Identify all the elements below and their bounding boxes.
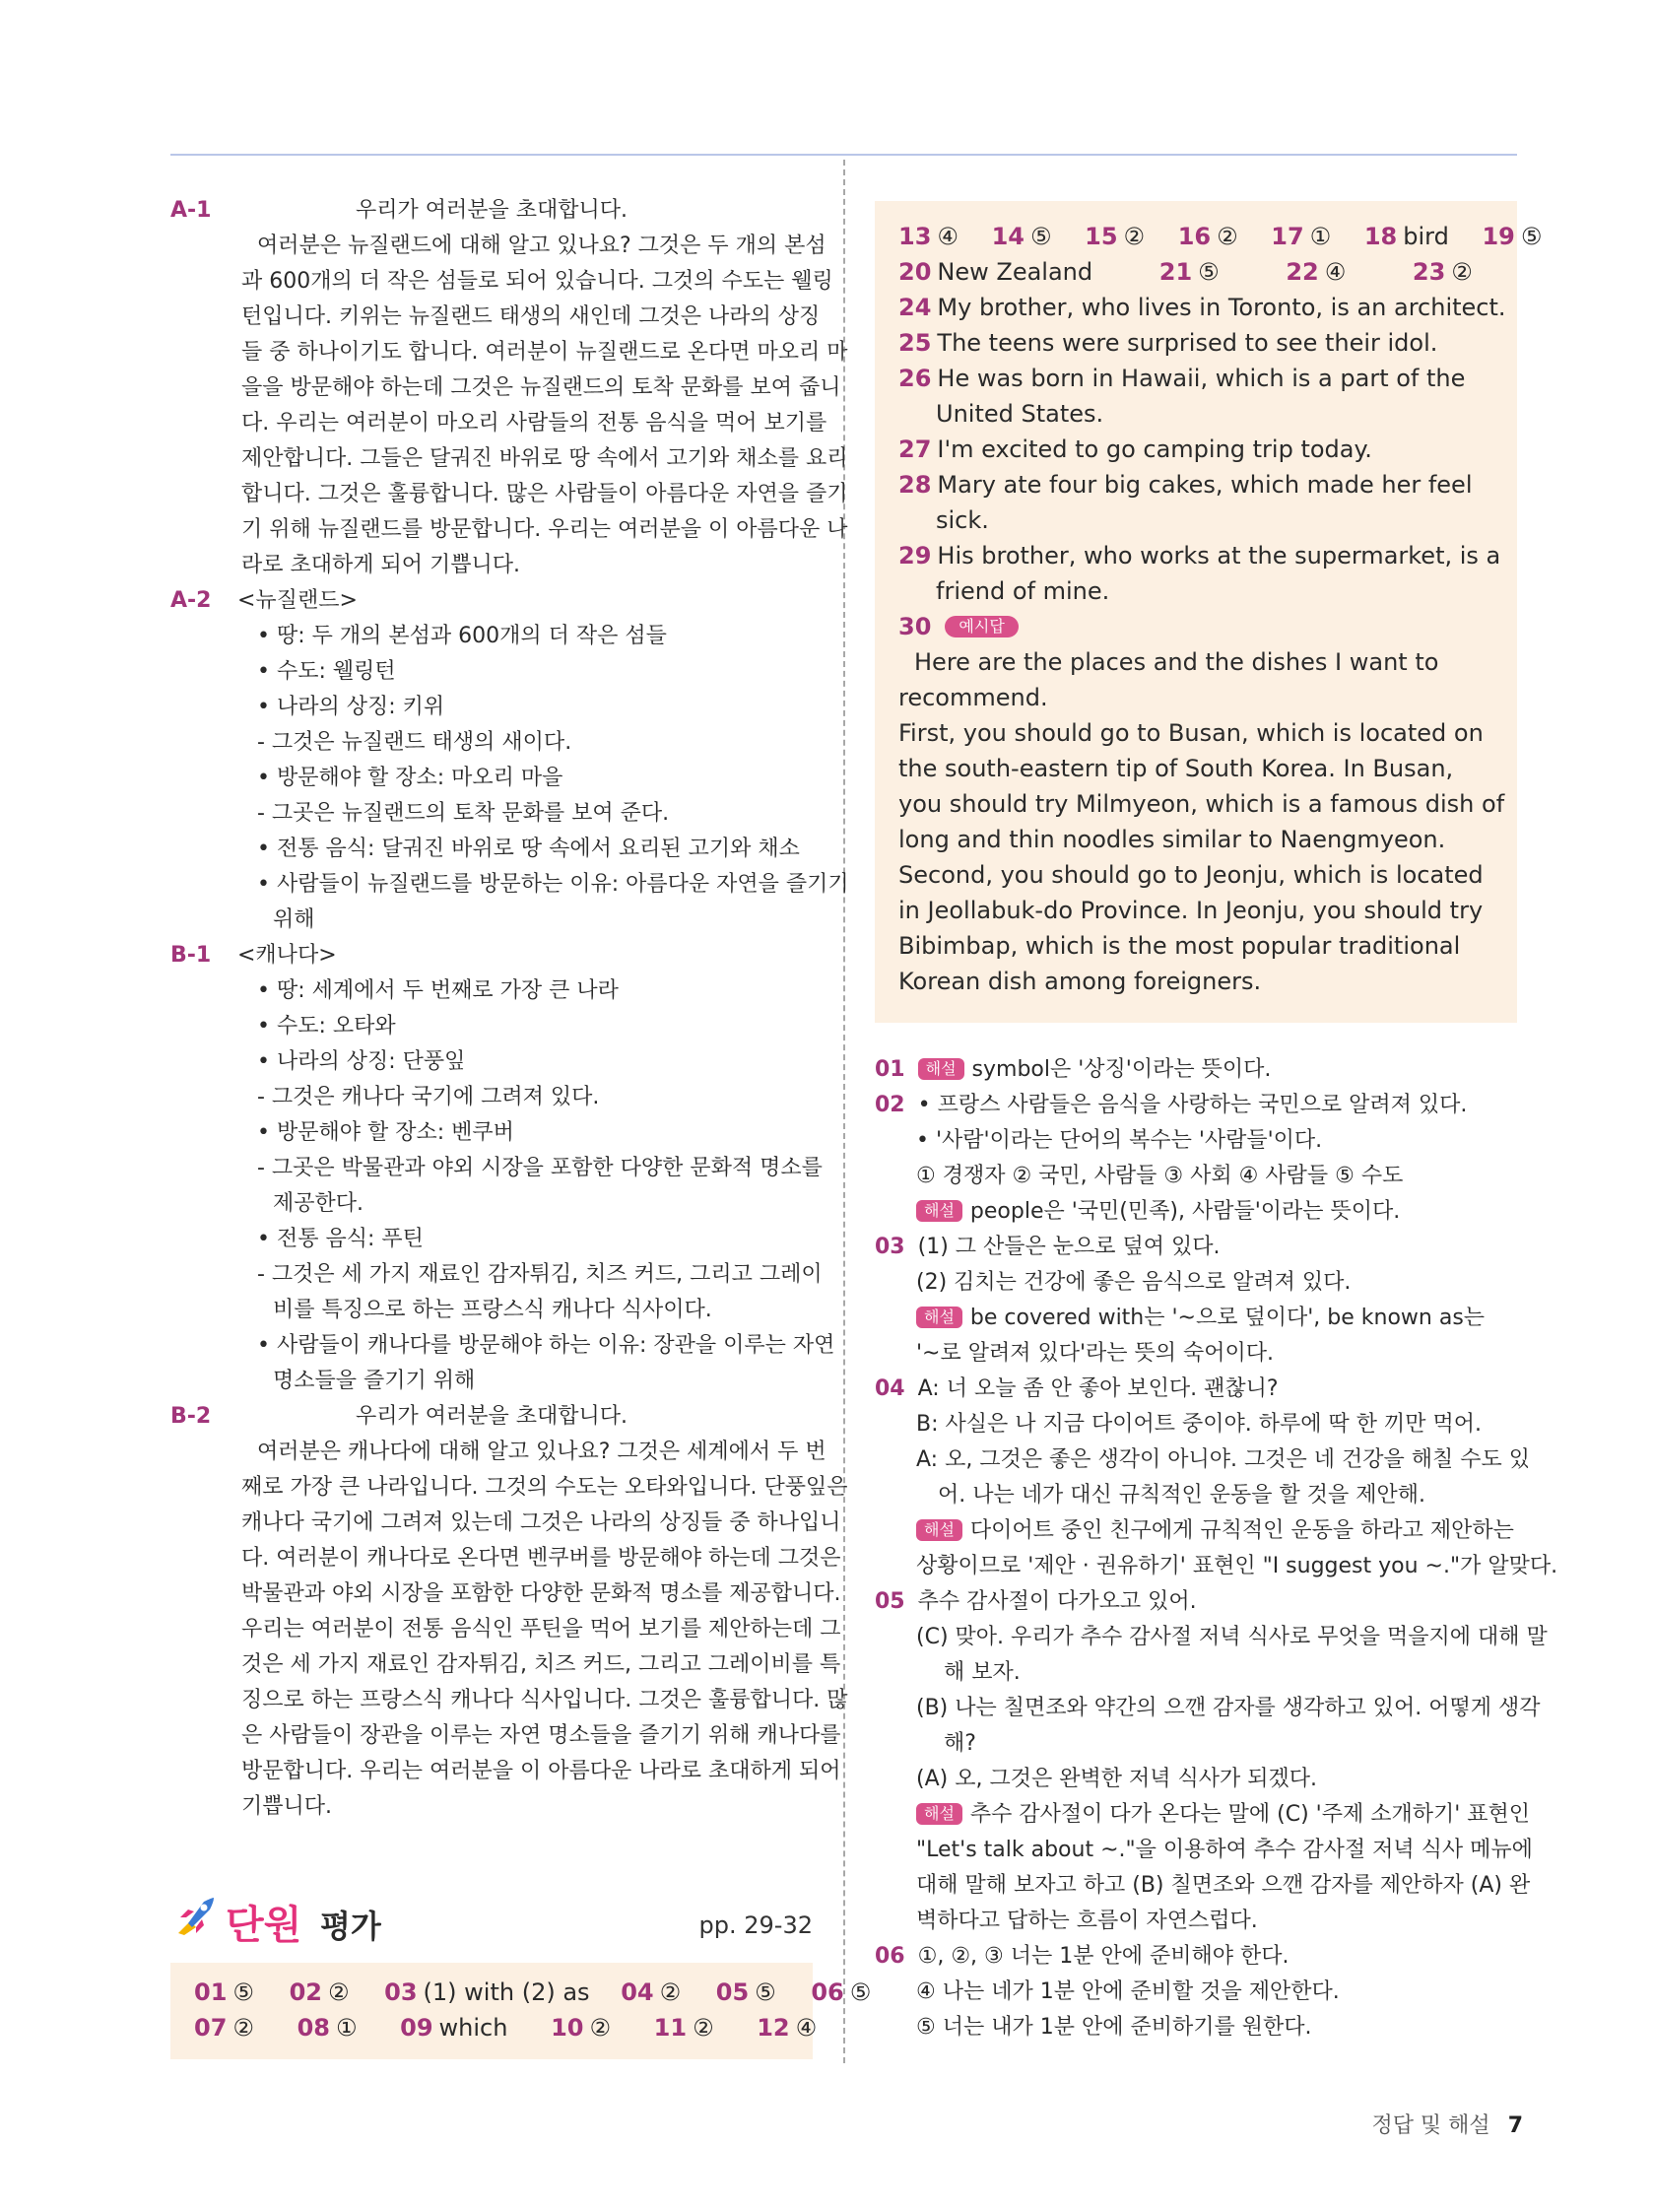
answer-number: 20 xyxy=(898,258,932,286)
example-answer-badge: 예시답 xyxy=(945,616,1018,637)
answer-30-line: Here are the places and the dishes I want to xyxy=(914,648,1439,676)
explain-number: 06 xyxy=(875,1944,905,1969)
explain-number: 04 xyxy=(875,1376,905,1401)
a2-item: • 나라의 상징: 키위 xyxy=(257,695,445,719)
explain-02-note xyxy=(875,1194,1517,1230)
b1-label: B-1 xyxy=(170,943,212,968)
b2-line: 우리는 여러분이 전통 음식인 푸틴을 먹어 보기를 제안하는데 그 xyxy=(241,1617,841,1642)
answer-28 xyxy=(898,467,1499,503)
answer-text: His brother, who works at the supermarket, is a xyxy=(937,542,1501,570)
explain-number: 02 xyxy=(875,1093,905,1117)
answer-30-line: you should try Milmyeon, which is a famous dish of xyxy=(898,790,1505,818)
explanations xyxy=(875,1052,1558,2045)
answer-value: ④ xyxy=(937,223,959,250)
answer-value: bird xyxy=(1403,223,1449,250)
answer-number: 25 xyxy=(898,329,932,357)
answer-number: 01 xyxy=(194,1978,228,2006)
left-column xyxy=(170,193,849,1825)
b2-title: 우리가 여러분을 초대합니다. xyxy=(355,1404,628,1429)
b1-item: • 전통 음식: 푸틴 xyxy=(257,1227,424,1251)
b2-line: 박물관과 야외 시장을 포함한 다양한 문화적 명소를 제공합니다. xyxy=(241,1581,841,1606)
answer-text: Mary ate four big cakes, which made her feel xyxy=(937,471,1473,499)
answer-number: 17 xyxy=(1271,223,1304,250)
explain-text: A: 너 오늘 좀 안 좋아 보인다. 괜찮니? xyxy=(917,1376,1279,1401)
a1-title: 우리가 여러분을 초대합니다. xyxy=(355,198,628,223)
a2-item: • 수도: 웰링턴 xyxy=(257,659,396,684)
explain-text: (1) 그 산들은 눈으로 덮여 있다. xyxy=(917,1235,1221,1259)
answer-value: New Zealand xyxy=(937,258,1093,286)
a2-item: • 전통 음식: 달궈진 바위로 땅 속에서 요리된 고기와 채소 xyxy=(257,837,800,861)
explain-text: ①, ②, ③ 너는 1분 안에 준비해야 한다. xyxy=(917,1944,1289,1969)
explain-text: 다이어트 중인 친구에게 규칙적인 운동을 하라고 제안하는 xyxy=(969,1518,1514,1543)
explain-01 xyxy=(875,1052,1517,1088)
answer-30-line: long and thin noodles similar to Naengmyeon. xyxy=(898,826,1446,853)
summary-answer-box xyxy=(170,1963,872,2059)
a1-line: 여러분은 뉴질랜드에 대해 알고 있나요? 그것은 두 개의 본섬 xyxy=(257,234,826,258)
answer-28-cont: sick. xyxy=(936,506,989,534)
answer-26 xyxy=(898,361,1499,396)
a2-label: A-2 xyxy=(170,588,212,613)
answer-29 xyxy=(898,538,1499,573)
b2-label: B-2 xyxy=(170,1404,212,1429)
b1-item: - 그것은 캐나다 국기에 그려져 있다. xyxy=(257,1085,600,1109)
answer-value: ② xyxy=(232,2014,254,2042)
page-footer xyxy=(1371,2109,1523,2139)
a1-line: 들 중 하나이기도 합니다. 여러분이 뉴질랜드로 온다면 마오리 마 xyxy=(241,340,848,365)
answer-value: ② xyxy=(589,2014,612,2042)
answer-value: ② xyxy=(1217,223,1238,250)
answer-number: 29 xyxy=(898,542,932,570)
answer-number: 27 xyxy=(898,436,932,463)
answer-number: 23 xyxy=(1412,258,1446,286)
answer-number: 10 xyxy=(551,2014,584,2042)
a2-item: - 그곳은 뉴질랜드의 토착 문화를 보여 준다. xyxy=(257,801,670,826)
footer-label: 정답 및 해설 xyxy=(1371,2113,1490,2138)
answer-value: ⑤ xyxy=(232,1978,254,2006)
answer-value: ⑤ xyxy=(755,1978,776,2006)
answer-row-1 xyxy=(898,219,1543,254)
answer-number: 19 xyxy=(1482,223,1515,250)
explain-04-note xyxy=(875,1513,1517,1549)
answer-number: 14 xyxy=(991,223,1025,250)
answer-number: 07 xyxy=(194,2014,228,2042)
b2-line: 캐나다 국기에 그려져 있는데 그것은 나라의 상징들 중 하나입니 xyxy=(241,1510,841,1535)
answer-number: 12 xyxy=(757,2014,790,2042)
answer-value: ② xyxy=(693,2014,714,2042)
answer-24 xyxy=(898,290,1506,325)
explain-text: be covered with는 '~으로 덮이다', be known as는 xyxy=(969,1306,1486,1330)
answer-number: 16 xyxy=(1177,223,1212,250)
answer-30-line: recommend. xyxy=(898,684,1048,711)
answer-26-cont: United States. xyxy=(936,400,1104,428)
page-number: 7 xyxy=(1507,2113,1523,2138)
answer-value: which xyxy=(438,2014,508,2042)
rocket-icon xyxy=(170,1892,220,1945)
answer-row-2 xyxy=(898,254,1499,290)
answer-30-line: Bibimbap, which is the most popular traditional xyxy=(898,932,1461,960)
answer-27 xyxy=(898,432,1499,467)
b2-line: 여러분은 캐나다에 대해 알고 있나요? 그것은 세계에서 두 번 xyxy=(257,1440,826,1464)
explain-03-note xyxy=(875,1301,1517,1336)
b1-row xyxy=(170,938,813,973)
answer-30-line: in Jeollabuk-do Province. In Jeonju, you should try xyxy=(898,897,1484,924)
explain-text: 추수 감사절이 다가 온다는 말에 (C) '주제 소개하기' 표현인 xyxy=(969,1802,1531,1827)
explain-text: B: 사실은 나 지금 다이어트 중이야. 하루에 딱 한 끼만 먹어. xyxy=(916,1412,1482,1437)
answer-30-line: the south-eastern tip of South Korea. In Busan, xyxy=(898,755,1454,782)
answer-30-line: Korean dish among foreigners. xyxy=(898,968,1262,995)
explain-text: "Let's talk about ~."을 이용하여 추수 감사절 저녁 식사 메뉴에 xyxy=(916,1838,1533,1862)
answer-number: 06 xyxy=(811,1978,844,2006)
explain-03 xyxy=(875,1230,1517,1265)
explain-text: 상황이므로 '제안 · 권유하기' 표현인 "I suggest you ~."가 알맞다. xyxy=(916,1554,1558,1578)
b2-line: 징으로 하는 프랑스식 캐나다 식사입니다. 그것은 훌륭합니다. 많 xyxy=(241,1688,848,1712)
a1-row xyxy=(170,193,813,229)
answer-value: ④ xyxy=(1324,258,1347,286)
explain-number: 01 xyxy=(875,1057,905,1082)
summary-row-1 xyxy=(170,1975,872,2010)
b1-item: • 방문해야 할 장소: 벤쿠버 xyxy=(257,1120,514,1145)
explain-number: 05 xyxy=(875,1589,905,1614)
b1-item: • 땅: 세계에서 두 번째로 가장 큰 나라 xyxy=(257,978,619,1003)
unit-title-sub: 평가 xyxy=(320,1908,381,1945)
b1-item: - 그곳은 박물관과 야외 시장을 포함한 다양한 문화적 명소를 xyxy=(257,1156,823,1180)
explain-text: A: 오, 그것은 좋은 생각이 아니야. 그것은 네 건강을 해칠 수도 있 xyxy=(916,1447,1531,1472)
unit-assessment-header xyxy=(170,1892,813,1951)
answer-value: ⑤ xyxy=(1520,223,1543,250)
answer-value: (1) with (2) as xyxy=(423,1978,590,2006)
a2-heading: <뉴질랜드> xyxy=(237,588,358,613)
answer-number: 08 xyxy=(297,2014,330,2042)
answer-box-content xyxy=(898,219,1543,999)
answer-number: 05 xyxy=(715,1978,750,2006)
answer-value: ④ xyxy=(795,2014,818,2042)
explain-02 xyxy=(875,1088,1517,1123)
explain-number: 03 xyxy=(875,1235,905,1259)
answer-value: ② xyxy=(1123,223,1146,250)
b1-item: • 나라의 상징: 단풍잎 xyxy=(257,1049,466,1074)
answer-text: My brother, who lives in Toronto, is an architect. xyxy=(937,294,1506,321)
unit-title-main: 단원 xyxy=(226,1903,302,1948)
b1-item: • 사람들이 캐나다를 방문해야 하는 이유: 장관을 이루는 자연 xyxy=(257,1333,835,1358)
answer-number: 13 xyxy=(898,223,932,250)
answer-30-line: Second, you should go to Jeonju, which is located xyxy=(898,861,1484,889)
a2-item: • 방문해야 할 장소: 마오리 마을 xyxy=(257,766,563,790)
b2-line: 것은 세 가지 재료인 감자튀김, 치즈 커드, 그리고 그레이비를 특 xyxy=(241,1652,841,1677)
explain-text: 추수 감사절이 다가오고 있어. xyxy=(917,1589,1197,1614)
a1-line: 과 600개의 더 작은 섬들로 되어 있습니다. 그것의 수도는 웰링 xyxy=(241,269,833,294)
explain-text: symbol은 '상징'이라는 뜻이다. xyxy=(971,1057,1272,1082)
explain-text: ④ 나는 네가 1분 안에 준비할 것을 제안한다. xyxy=(916,1979,1340,2004)
explain-badge: 해설 xyxy=(918,1058,964,1080)
answer-number: 03 xyxy=(384,1978,418,2006)
a1-line: 다. 우리는 여러분이 마오리 사람들의 전통 음식을 먹어 보기를 xyxy=(241,411,827,436)
b2-line: 은 사람들이 장관을 이루는 자연 명소들을 즐기기 위해 캐나다를 xyxy=(241,1723,841,1748)
a2-item: 위해 xyxy=(273,907,315,932)
answer-value: ⑤ xyxy=(1029,223,1052,250)
summary-row-2 xyxy=(170,2010,818,2045)
a2-item: • 땅: 두 개의 본섬과 600개의 더 작은 섬들 xyxy=(257,624,667,648)
a1-line: 제안합니다. 그들은 달궈진 바위로 땅 속에서 고기와 채소를 요리 xyxy=(241,446,848,471)
b2-line: 째로 가장 큰 나라입니다. 그것의 수도는 오타와입니다. 단풍잎은 xyxy=(241,1475,848,1500)
answer-number: 22 xyxy=(1286,258,1319,286)
explain-badge: 해설 xyxy=(916,1307,962,1328)
explain-05 xyxy=(875,1584,1517,1620)
explain-text: '~로 알려져 있다'라는 뜻의 숙어이다. xyxy=(916,1341,1275,1366)
b1-item: 제공한다. xyxy=(273,1191,364,1216)
explain-text: (A) 오, 그것은 완벽한 저녁 식사가 되겠다. xyxy=(916,1767,1317,1791)
explain-text: (C) 맞아. 우리가 추수 감사절 저녁 식사로 무엇을 먹을지에 대해 말 xyxy=(916,1625,1548,1649)
explain-06 xyxy=(875,1939,1517,1975)
answer-value: ② xyxy=(327,1978,350,2006)
explain-badge: 해설 xyxy=(916,1200,962,1222)
b1-item: - 그것은 세 가지 재료인 감자튀김, 치즈 커드, 그리고 그레이 xyxy=(257,1262,823,1287)
b2-line: 기쁩니다. xyxy=(241,1794,333,1819)
answer-number: 02 xyxy=(289,1978,322,2006)
b2-line: 다. 여러분이 캐나다로 온다면 벤쿠버를 방문해야 하는데 그것은 xyxy=(241,1546,841,1571)
explain-text: 벽하다고 답하는 흐름이 자연스럽다. xyxy=(916,1909,1258,1933)
a2-row xyxy=(170,583,813,619)
explain-text: ⑤ 너는 내가 1분 안에 준비하기를 원한다. xyxy=(916,2015,1312,2040)
answer-value: ① xyxy=(335,2014,358,2042)
answer-text: He was born in Hawaii, which is a part of the xyxy=(937,365,1466,392)
b1-heading: <캐나다> xyxy=(237,943,337,968)
explain-text: 해 보자. xyxy=(944,1660,1021,1685)
explain-05-note xyxy=(875,1797,1531,1833)
answer-number: 24 xyxy=(898,294,932,321)
a1-label: A-1 xyxy=(170,198,212,223)
answer-value: ① xyxy=(1309,223,1332,250)
answer-25 xyxy=(898,325,1499,361)
b1-item: • 수도: 오타와 xyxy=(257,1014,396,1039)
b2-line: 방문합니다. 우리는 여러분을 이 아름다운 나라로 초대하게 되어 xyxy=(241,1759,841,1783)
explain-badge: 해설 xyxy=(916,1803,962,1825)
answer-number: 18 xyxy=(1363,223,1398,250)
answer-text: I'm excited to go camping trip today. xyxy=(937,436,1372,463)
explain-text: 해? xyxy=(944,1731,976,1756)
explain-badge: 해설 xyxy=(916,1519,962,1541)
explain-text: ① 경쟁자 ② 국민, 사람들 ③ 사회 ④ 사람들 ⑤ 수도 xyxy=(916,1164,1404,1188)
answer-29-cont: friend of mine. xyxy=(936,577,1110,605)
top-rule xyxy=(170,154,1517,156)
answer-value: ② xyxy=(1451,258,1473,286)
answer-number: 11 xyxy=(653,2014,688,2042)
a1-line: 기 위해 뉴질랜드를 방문합니다. 우리는 여러분을 이 아름다운 나 xyxy=(241,517,848,542)
a1-line: 합니다. 그것은 훌륭합니다. 많은 사람들이 아름다운 자연을 즐기 xyxy=(241,482,848,506)
a1-line: 을을 방문해야 하는데 그것은 뉴질랜드의 토착 문화를 보여 줍니 xyxy=(241,375,841,400)
b1-item: 비를 특징으로 하는 프랑스식 캐나다 식사이다. xyxy=(273,1298,712,1322)
explain-text: (2) 김치는 건강에 좋은 음식으로 알려져 있다. xyxy=(916,1270,1352,1295)
answer-30-line: First, you should go to Busan, which is located on xyxy=(898,719,1484,747)
answer-text: The teens were surprised to see their idol. xyxy=(937,329,1438,357)
a2-item: • 사람들이 뉴질랜드를 방문하는 이유: 아름다운 자연을 즐기기 xyxy=(257,872,849,897)
answer-number: 28 xyxy=(898,471,932,499)
answer-value: ② xyxy=(659,1978,682,2006)
a1-line: 라로 초대하게 되어 기쁩니다. xyxy=(241,553,520,577)
unit-pages: pp. 29-32 xyxy=(698,1911,813,1939)
answer-number: 09 xyxy=(400,2014,433,2042)
explain-text: 어. 나는 네가 대신 규칙적인 운동을 할 것을 제안해. xyxy=(938,1483,1425,1508)
explain-text: • '사람'이라는 단어의 복수는 '사람들'이다. xyxy=(916,1128,1323,1153)
explain-text: • 프랑스 사람들은 음식을 사랑하는 국민으로 알려져 있다. xyxy=(917,1093,1468,1117)
answer-number: 21 xyxy=(1158,258,1193,286)
b2-row xyxy=(170,1399,813,1435)
answer-30 xyxy=(898,609,1499,644)
b1-item: 명소들을 즐기기 위해 xyxy=(273,1369,476,1393)
answer-number: 26 xyxy=(898,365,932,392)
a2-item: - 그것은 뉴질랜드 태생의 새이다. xyxy=(257,730,572,755)
answer-value: ⑤ xyxy=(849,1978,872,2006)
explain-text: (B) 나는 칠면조와 약간의 으깬 감자를 생각하고 있어. 어떻게 생각 xyxy=(916,1696,1541,1720)
explain-text: 대해 말해 보자고 하고 (B) 칠면조와 으깬 감자를 제안하자 (A) 완 xyxy=(916,1873,1531,1898)
a1-line: 턴입니다. 키위는 뉴질랜드 태생의 새인데 그것은 나라의 상징 xyxy=(241,304,821,329)
answer-number: 15 xyxy=(1085,223,1118,250)
explain-04 xyxy=(875,1372,1517,1407)
explain-text: people은 '국민(민족), 사람들'이라는 뜻이다. xyxy=(969,1199,1401,1224)
answer-value: ⑤ xyxy=(1198,258,1220,286)
answer-number: 30 xyxy=(898,613,932,640)
answer-number: 04 xyxy=(621,1978,654,2006)
